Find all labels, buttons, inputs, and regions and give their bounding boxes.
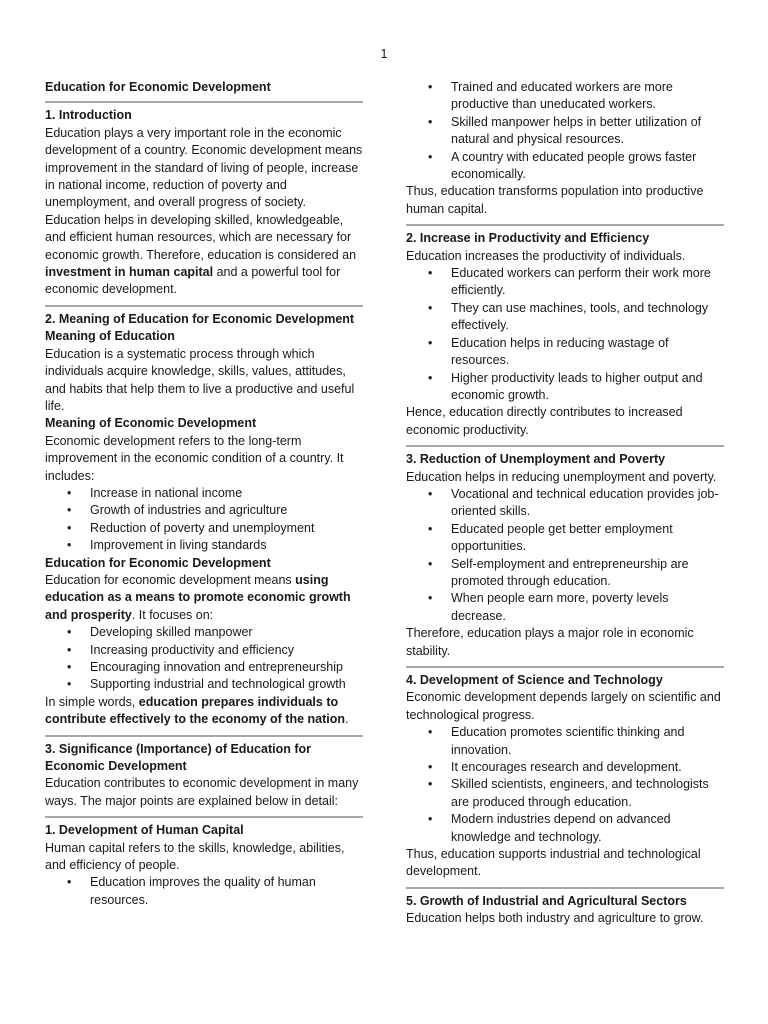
science-heading: 4. Development of Science and Technology [406, 673, 663, 687]
section-divider [45, 816, 363, 818]
productivity-text: Education increases the productivity of individuals. [406, 248, 686, 263]
list-item: • Supporting industrial and technological growth [45, 676, 363, 693]
section-divider [406, 445, 724, 447]
section-divider [406, 666, 724, 668]
unemployment-heading: 3. Reduction of Unemployment and Poverty [406, 452, 666, 467]
meaning-economic-text: Economic development refers to the long-term improvement in the economic condition of a country. It includes: [45, 433, 344, 483]
list-item: • Educated people get better employment opportunities. [406, 521, 724, 556]
list-item: • Education improves the quality of human resources. [45, 874, 363, 909]
efed-focus-list [45, 624, 363, 694]
sectors-text: Education helps both industry and agriculture to grow. [406, 911, 704, 926]
left-column [45, 79, 363, 909]
unemployment-text: Education helps in reducing unemployment and poverty. [406, 469, 717, 484]
section-divider [45, 305, 363, 307]
list-item: • Educated workers can perform their work more efficiently. [406, 265, 724, 300]
unemployment-list [406, 486, 724, 625]
efed-bold: using education as a means to promote economic growth and prosperity [45, 572, 351, 622]
list-item: • Growth of industries and agriculture [45, 502, 363, 519]
productivity-conclusion: Hence, education directly contributes to increased economic productivity. [406, 405, 683, 437]
list-item: • Modern industries depend on advanced knowledge and technology. [406, 811, 724, 846]
unemployment-conclusion: Therefore, education plays a major role in economic stability. [406, 626, 694, 658]
section-divider [45, 101, 363, 103]
list-item: • Developing skilled manpower [45, 624, 363, 641]
list-item: • Increase in national income [45, 485, 363, 502]
simple-bold: education prepares individuals to contribute effectively to the economy of the nation [45, 694, 346, 727]
human-capital-list-part1 [45, 874, 363, 909]
intro-paragraph [45, 125, 363, 299]
significance-heading: 3. Significance (Importance) of Education for Economic Development [45, 741, 312, 774]
list-item: • Encouraging innovation and entrepreneurship [45, 659, 363, 676]
list-item: • Self-employment and entrepreneurship are promoted through education. [406, 556, 724, 591]
intro-heading: 1. Introduction [45, 108, 132, 123]
human-capital-heading: 1. Development of Human Capital [45, 823, 244, 838]
list-item: • Higher productivity leads to higher output and economic growth. [406, 370, 724, 405]
right-column [406, 79, 724, 928]
science-text: Economic development depends largely on scientific and technological progress. [406, 690, 721, 722]
list-item: • Increasing productivity and efficiency [45, 642, 363, 659]
simple-text-b: . [345, 712, 349, 727]
page-number: 1 [380, 47, 388, 61]
meaning-education-text: Education is a systematic process through which individuals acquire knowledge, skills, values, attitudes, and habits that help them to live a productive and useful life. [45, 346, 355, 413]
section-divider [406, 224, 724, 226]
productivity-heading: 2. Increase in Productivity and Efficiency [406, 231, 650, 246]
list-item: • A country with educated people grows faster economically. [406, 149, 724, 184]
list-item: • Reduction of poverty and unemployment [45, 520, 363, 537]
list-item: • Trained and educated workers are more productive than uneducated workers. [406, 79, 724, 114]
list-item: • Vocational and technical education provides job-oriented skills. [406, 486, 724, 521]
human-capital-conclusion: Thus, education transforms population into productive human capital. [406, 184, 704, 216]
sectors-heading: 5. Growth of Industrial and Agricultural Sectors [406, 893, 687, 908]
list-item: • It encourages research and development. [406, 759, 724, 776]
meaning-heading: 2. Meaning of Education for Economic Development [45, 311, 355, 326]
section-divider [45, 735, 363, 737]
efed-paragraph [45, 572, 363, 624]
productivity-list [406, 265, 724, 404]
science-conclusion: Thus, education supports industrial and technological development. [406, 847, 701, 879]
significance-text: Education contributes to economic development in many ways. The major points are explained below in detail: [45, 776, 359, 808]
list-item: • Education helps in reducing wastage of resources. [406, 335, 724, 370]
human-capital-text: Human capital refers to the skills, knowledge, abilities, and efficiency of people. [45, 840, 345, 873]
simple-words-paragraph [45, 694, 363, 729]
list-item: • Improvement in living standards [45, 537, 363, 554]
section-divider [406, 887, 724, 889]
efed-text-b: . It focuses on: [131, 607, 214, 622]
meaning-education-subheading: Meaning of Education [45, 329, 175, 344]
economic-development-list [45, 485, 363, 555]
efed-text-a: Education for economic development means [45, 572, 296, 587]
list-item: • Education promotes scientific thinking and innovation. [406, 724, 724, 759]
meaning-economic-subheading: Meaning of Economic Development [45, 416, 257, 431]
document-title: Education for Economic Development [45, 80, 271, 94]
list-item: • When people earn more, poverty levels decrease. [406, 590, 724, 625]
human-capital-list-part2 [406, 79, 724, 183]
science-list [406, 724, 724, 846]
intro-text-b: and a powerful tool for economic development. [45, 265, 341, 297]
intro-bold: investment in human capital [45, 265, 214, 280]
efed-subheading: Education for Economic Development [45, 555, 271, 570]
list-item: • Skilled scientists, engineers, and technologists are produced through education. [406, 776, 724, 811]
list-item: • Skilled manpower helps in better utilization of natural and physical resources. [406, 114, 724, 149]
simple-text-a: In simple words, [45, 694, 139, 709]
list-item: • They can use machines, tools, and technology effectively. [406, 300, 724, 335]
intro-text-a: Education plays a very important role in the economic development of a country. Economic development means improvement in the standard of living of people, increase in national income, reduction of poverty and unemployment, and overall progress of society. Education helps in developing skilled, knowledgeable, and efficient human resources, which are necessary for economic growth. Therefore, education is considered an [45, 125, 363, 262]
